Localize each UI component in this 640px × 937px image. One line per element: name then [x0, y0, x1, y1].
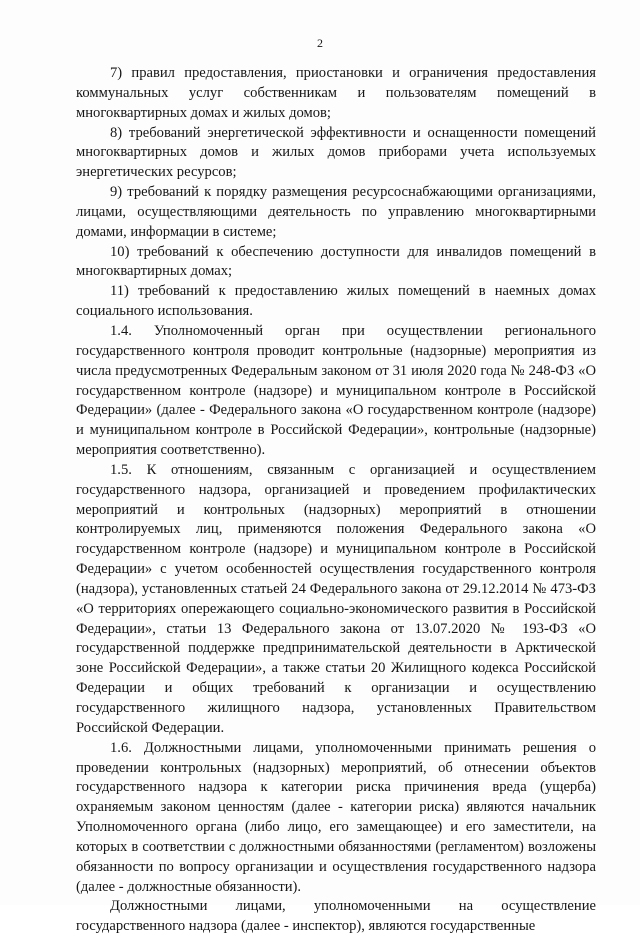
paragraph-section-1-4: 1.4. Уполномоченный орган при осуществлении регионального государственного контроля проводит контрольные (надзорные) мероприятия из числа предусмотренных Федеральным законом от 31 июля 2020 года № 248-ФЗ «О государственном контроле (надзоре) и муниципальном контроле в Российской Федерации» (далее - Федерального закона «О государственном контроле (надзоре) и муниципальном контроле в Российской Федерации», контрольные (надзорные) мероприятия соответственно).: [76, 322, 596, 459]
paragraph-section-1-5: 1.5. К отношениям, связанным с организацией и осуществлением государственного надзора, организацией и проведением профилактических мероприятий и контрольных (надзорных) мероприятий в отношении контролируемых лиц, применяются положения Федерального закона «О государственном контроле (надзоре) и муниципальном контроле в Российской Федерации» с учетом особенностей осуществления государственного контроля (надзора), установленных статьей 24 Федерального закона от 29.12.2014 № 473-ФЗ «О территориях опережающего социально-экономического развития в Российской Федерации», статьи 13 Федерального закона от 13.07.2020 № 193-ФЗ «О государственной поддержке предпринимательской деятельности в Арктической зоне Российской Федерации», а также статьи 20 Жилищного кодекса Российской Федерации и общих требований к организации и осуществлению государственного жилищного надзора, установленных Правительством Российской Федерации.: [76, 461, 596, 736]
page-number: 2: [317, 36, 323, 50]
paragraph-item-10: 10) требований к обеспечению доступности для инвалидов помещений в многоквартирных домах;: [76, 243, 596, 280]
paragraph-item-9: 9) требований к порядку размещения ресурсоснабжающими организациями, лицами, осуществляющими деятельность по управлению многоквартирными домами, информации в системе;: [76, 184, 596, 240]
paragraph-section-1-6: 1.6. Должностными лицами, уполномоченными принимать решения о проведении контрольных (надзорных) мероприятий, об отнесении объектов государственного надзора к категории риска причинения вреда (ущерба) охраняемым законом ценностям (далее - категории риска) являются начальник Уполномоченного органа (либо лицо, его замещающее) и его заместители, на которых в соответствии с должностными обязанностями (регламентом) возложены обязанности по вопросу организации и осуществления государственного надзора (далее - должностные обязанности).: [76, 739, 596, 895]
paragraph-inspectors: Должностными лицами, уполномоченными на осуществление государственного надзора (далее - инспектор), являются государственные: [76, 898, 596, 935]
paragraph-item-7: 7) правил предоставления, приостановки и ограничения предоставления коммунальных услуг собственникам и пользователям помещений в многоквартирных домах и жилых домов;: [76, 65, 596, 121]
document-body: [76, 64, 596, 937]
paragraph-item-8: 8) требований энергетической эффективности и оснащенности помещений многоквартирных домов и жилых домов приборами учета используемых энергетических ресурсов;: [76, 124, 596, 181]
paragraph-item-11: 11) требований к предоставлению жилых помещений в наемных домах социального использования.: [76, 283, 596, 320]
